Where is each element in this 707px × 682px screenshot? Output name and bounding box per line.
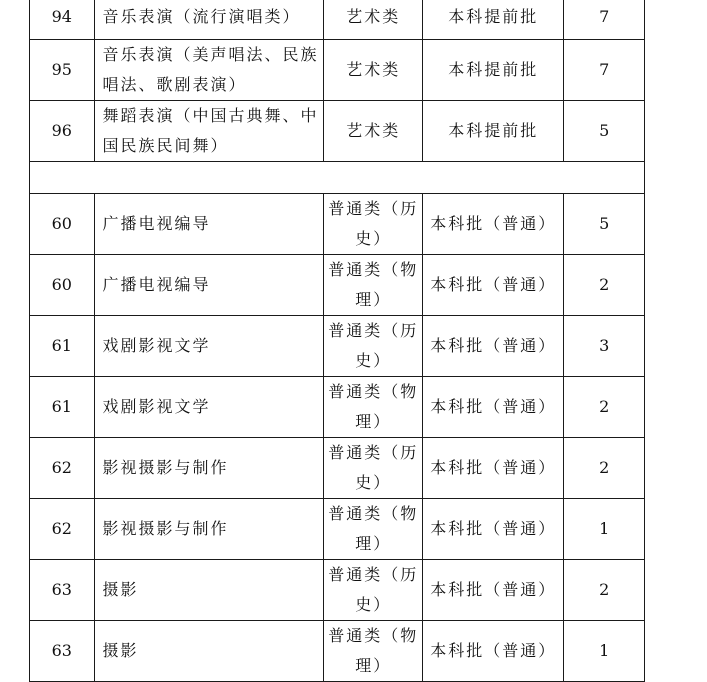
separator-row — [30, 162, 645, 194]
plan-count: 2 — [564, 377, 645, 438]
major-name: 音乐表演（流行演唱类） — [94, 0, 324, 40]
table-row — [30, 560, 645, 621]
table-row — [30, 194, 645, 255]
major-name: 影视摄影与制作 — [94, 438, 324, 499]
category: 普通类（物理） — [324, 499, 423, 560]
category: 普通类（物理） — [324, 255, 423, 316]
admission-batch: 本科提前批 — [423, 101, 564, 162]
row-number: 95 — [30, 40, 95, 101]
row-number: 61 — [30, 377, 95, 438]
row-number: 61 — [30, 316, 95, 377]
table-row — [30, 40, 645, 101]
separator-cell — [30, 162, 645, 194]
major-name: 广播电视编导 — [94, 255, 324, 316]
admission-batch: 本科批（普通） — [423, 499, 564, 560]
category: 普通类（历史） — [324, 438, 423, 499]
table-row — [30, 255, 645, 316]
table-row — [30, 499, 645, 560]
admission-batch: 本科批（普通） — [423, 560, 564, 621]
table-row — [30, 377, 645, 438]
major-name: 广播电视编导 — [94, 194, 324, 255]
table-row — [30, 621, 645, 682]
row-number: 96 — [30, 101, 95, 162]
admission-batch: 本科批（普通） — [423, 377, 564, 438]
row-number: 63 — [30, 621, 95, 682]
table-row — [30, 316, 645, 377]
admission-batch: 本科批（普通） — [423, 255, 564, 316]
major-name: 舞蹈表演（中国古典舞、中国民族民间舞） — [94, 101, 324, 162]
plan-count: 5 — [564, 101, 645, 162]
category: 普通类（历史） — [324, 316, 423, 377]
plan-count: 3 — [564, 316, 645, 377]
plan-count: 5 — [564, 194, 645, 255]
admission-batch: 本科批（普通） — [423, 438, 564, 499]
plan-count: 2 — [564, 255, 645, 316]
major-name: 摄影 — [94, 621, 324, 682]
major-name: 影视摄影与制作 — [94, 499, 324, 560]
enrollment-plan-table — [29, 0, 645, 682]
admission-batch: 本科提前批 — [423, 0, 564, 40]
category: 普通类（历史） — [324, 560, 423, 621]
plan-count: 7 — [564, 40, 645, 101]
table-row — [30, 101, 645, 162]
category: 艺术类 — [324, 40, 423, 101]
category: 普通类（物理） — [324, 377, 423, 438]
admission-batch: 本科批（普通） — [423, 621, 564, 682]
plan-count: 1 — [564, 621, 645, 682]
row-number: 94 — [30, 0, 95, 40]
admission-batch: 本科批（普通） — [423, 316, 564, 377]
major-name: 摄影 — [94, 560, 324, 621]
plan-count: 2 — [564, 438, 645, 499]
row-number: 62 — [30, 499, 95, 560]
row-number: 63 — [30, 560, 95, 621]
major-name: 音乐表演（美声唱法、民族唱法、歌剧表演） — [94, 40, 324, 101]
major-name: 戏剧影视文学 — [94, 377, 324, 438]
table-row — [30, 438, 645, 499]
plan-count: 1 — [564, 499, 645, 560]
admission-batch: 本科批（普通） — [423, 194, 564, 255]
table-row — [30, 0, 645, 40]
plan-count: 7 — [564, 0, 645, 40]
category: 普通类（物理） — [324, 621, 423, 682]
row-number: 60 — [30, 194, 95, 255]
plan-count: 2 — [564, 560, 645, 621]
category: 普通类（历史） — [324, 194, 423, 255]
category: 艺术类 — [324, 0, 423, 40]
admission-batch: 本科提前批 — [423, 40, 564, 101]
category: 艺术类 — [324, 101, 423, 162]
row-number: 62 — [30, 438, 95, 499]
row-number: 60 — [30, 255, 95, 316]
major-name: 戏剧影视文学 — [94, 316, 324, 377]
